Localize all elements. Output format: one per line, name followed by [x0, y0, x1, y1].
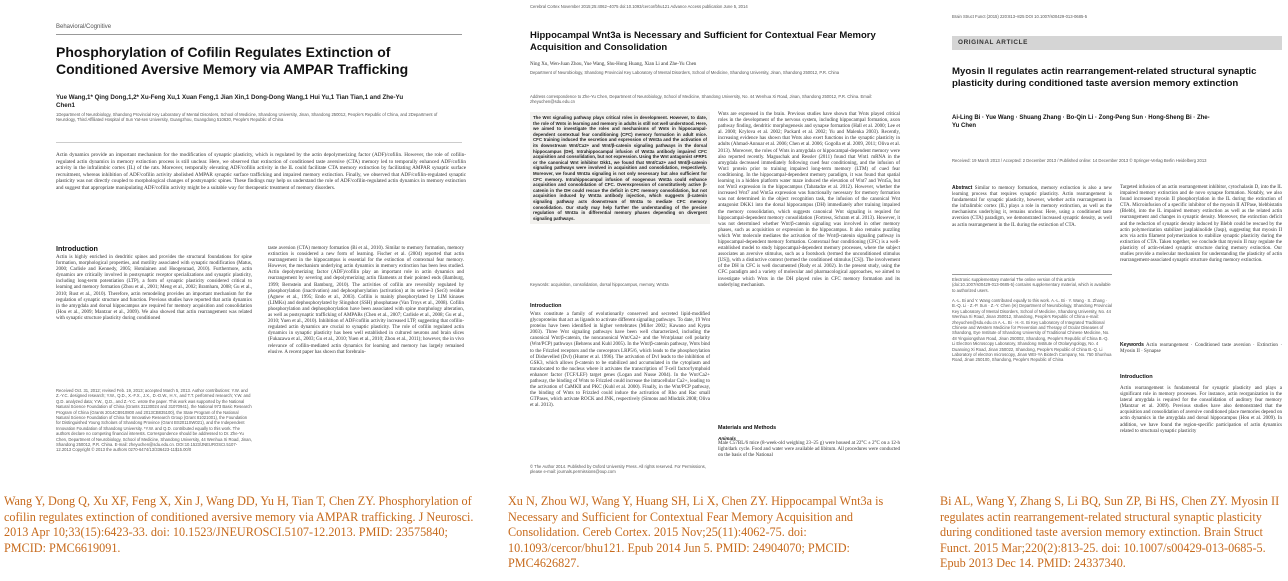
- paper-page-2: [508, 0, 918, 484]
- divider: [56, 34, 462, 35]
- citation-text: Xu N, Zhou WJ, Wang Y, Huang SH, Li X, Chen ZY. Hippocampal Wnt3a is Necessary and Sufficient for Contextual Fear Memory Acquisition and Consolidation. Cereb Cortex. 2015 Nov;25(11):4062-75. doi: 10.1093/cercor/bhu121. Epub 2014 Jun 5. PMID: 24904070; PMCID: PMC4626827.: [508, 494, 884, 570]
- journal-meta: Brain Struct Funct (2015) 220:813–825 DOI 10.1007/s00429-013-0685-5: [952, 14, 1088, 19]
- abstract-box: [530, 112, 710, 224]
- paper-title: Phosphorylation of Cofilin Regulates Extinction of Conditioned Aversive Memory via AMPAR Trafficking: [56, 44, 409, 77]
- citation-text: Wang Y, Dong Q, Xu XF, Feng X, Xin J, Wang DD, Yu H, Tian T, Chen ZY. Phosphorylation of cofilin regulates extinction of conditioned aversive memory via AMPAR trafficking. J Neurosci. 2013 Apr 10;33(15):6423-33. doi: 10.1523/JNEUROSCI.5107-12.2013. PMID: 23575840; PMCID: PMC6619091.: [4, 494, 474, 555]
- keywords-label: Keywords: [1120, 342, 1144, 348]
- section-label: Behavioral/Cognitive: [56, 24, 112, 30]
- intro-heading: Introduction: [1120, 374, 1153, 380]
- paper-affiliation: A.-L. Bi and Y. Wang contributed equally to this work. A.-L. Bi · Y. Wang · S. Zhang · B.-Q. Li · Z.-P. Sun · Z.-Y. Chen (✉) Department of Neurobiology, Shandong Provincial Key Laboratory of Mental Disorders, School of Medicine, Shandong University, No. 44 Wenhua Xi Road, Jinan 250012, Shandong, People's Republic of China e-mail: zheyuchen@sdu.edu.cn A.-L. Bi · H.-S. Bi Key Laboratory of Integrated Traditional Chinese and Western Medicine for Prevention and Therapy of Ocular Diseases of Shandong, Eye Institute of Shandong University of Traditional Chinese Medicine, No. 48 Yingxiongshan Road, Jinan 250002, Shandong, People's Republic of China B.-Q. Li Electron Microscopy Laboratory, Shandong Institute of Otolaryngology, No. 4 Duanxing Xi Road, Jinan 250022, Shandong, People's Republic of China B.-Q. Li Laboratory of electron microscopy, Jinan WEI-YA Biotech Company, No. 750 Shunhua Road, Jinan 250100, Shandong, People's Republic of China: [952, 298, 1112, 363]
- copyright: © The Author 2014. Published by Oxford University Press. All rights reserved. For Permissions, please e-mail: journals.permissions@oup.com: [530, 464, 706, 475]
- intro-column: Actin rearrangement is fundamental for synaptic plasticity and plays a significant role in memory processes. For instance, actin reorganization in the lateral amygdala is required for the consolidation of auditory fear memory (Mantzur et al. 2009). Previous studies have also demonstrated that the acquisition and consolidation of aversive conditioned place memories depend on actin dynamics in the amygdala and dorsal hippocampus (Hou et al. 2009). In addition, we have found the region-specific participation of actin dynamics related to structural synaptic plasticity: [1120, 386, 1282, 434]
- paper-page-3: [940, 0, 1288, 484]
- abstract-continued: Targeted infusion of an actin rearrangement inhibitor, cytochalasin D, into the IL impaired memory extinction and de novo synapse formation. Notably, we also found increased myosin II phosphorylation in the IL during the extinction of CTA. Microinfusion of a specific inhibitor of the myosin II ATPase, blebbistatin (Blebb), into the IL impaired memory extinction as well as the related actin rearrangement and changes in synaptic density. Moreover, the extinction deficit and the reduction of synaptic density induced by Blebb could be rescued by the actin polymerization stabilizer jasplakinolide (Jasp), suggesting that myosin II acts via actin filament polymerization to stabilize synaptic plasticity during the extinction of CTA. Taken together, we conclude that myosin II may regulate the plasticity of actin-related synaptic structure during memory extinction. Our studies provide a molecular mechanism for understanding the plasticity of actin rearrangement-associated synaptic structure during memory extinction.: [1120, 185, 1282, 264]
- divider: [952, 274, 1112, 275]
- paper-authors: Ning Xu, Wen-Juan Zhou, Yue Wang, Shu-Hong Huang, Xian Li and Zhe-Yu Chen: [530, 62, 697, 67]
- esm-text: Electronic supplementary material The online version of this article (doi:10.1007/s00429-013-0685-5) contains supplementary material, which is available to authorized users.: [952, 277, 1111, 293]
- supplementary-note: [952, 272, 1112, 293]
- keywords: Keywords: acquisition, consolidation, dorsal hippocampus, memory, Wnt3a: [530, 282, 669, 287]
- keywords-text: Actin rearrangement · Conditioned taste aversion · Extinction · Myosin II · Synapse: [1120, 343, 1282, 355]
- paper-abstract: Similar to memory formation, memory extinction is also a new learning process that requires synaptic plasticity. Actin rearrangement is fundamental for synaptic plasticity, however, whether actin rearrangement in the infralimbic cortex (IL) plays a role in memory extinction, as well as the mechanisms underlying it, remains unclear. Here, using a conditioned taste aversion (CTA) paradigm, we demonstrated increased synaptic density, as well as actin rearrangement in the IL during the extinction of CTA.: [952, 186, 1113, 228]
- article-type-band: [952, 36, 1282, 50]
- paper-abstract: Actin dynamics provide an important mechanism for the modification of synaptic plasticity, which is regulated by the actin depolymerizing factor (ADF)/cofilin. However, the role of cofilin-regulated actin dynamics in memory extinction process is still unclear. Here, we observed that extinction of conditioned taste aversive (CTA) memory led to temporally enhanced ADF/cofilin activity in the infralimbic cortex (IL) of the rats. Moreover, temporally elevating ADF/cofilin activity in the IL could facilitate CTA memory extinction by facilitating AMPAR synaptic surface recruitment, whereas inhibition of ADF/cofilin activity abolished AMPAR synaptic surface trafficking and impaired memory extinction. Finally, we observed that ADF/cofilin-regulated synaptic plasticity was not directly coupled to morphological changes of postsynaptic spines. These findings may help us understand the role of ADF/cofilin-regulated actin dynamics in memory extinction and suggest that appropriate manipulating ADF/cofilin activity might be a suitable way for therapeutic treatment of memory disorders.: [56, 152, 466, 191]
- intro-heading: Introduction: [530, 303, 562, 309]
- intro-left-column: Wnts constitute a family of evolutionarily conserved and secreted lipid-modified glycoproteins that act as ligands to activate different signaling pathways. To date, 19 Wnt proteins have been identified in higher vertebrates (Miller 2002; Kawano and Kypta 2003). Three Wnt signaling pathways have been well characterized, including the canonical Wnt/β-catenin, the noncanonical Wnt/Ca2+ and the Wnt/planar cell polarity (Wnt/PCP) pathways (Behrens and Kuhl 2005). In the Wnt/β-catenin pathway, Wnts bind to the Frizzled receptors and the coreceptors LRP5/6, which leads to the phosphorylation of Dishevelled (Dvl) (Hunter et al. 1996). The activation of Dvl leads to the inhibition of GSK3, which allows β-catenin to be stabilized and accumulated in the cytoplasm and translocated to the nucleus where it activates the transcription of T-cell factor/lymphoid enhancer factor (TCF/LEF) target genes (Logan and Nusse 2004). In the Wnt/Ca2+ pathway, the binding of Wnts to Frizzled could increase the intracellular Ca2+, leading to the activation of CaMKII and PKC (Kuhl et al. 2000). Finally, in the Wnt/PCP pathway, the binding of Wnts to Frizzled could induce the activation of Rho and Rac small GTPases, which activate ROCK and JNK, respectively (Simons and Mlodzik 2008; Oliva et al. 2013).: [530, 312, 710, 409]
- article-type: ORIGINAL ARTICLE: [958, 39, 1028, 46]
- paper-affiliation: Department of Neurobiology, Shandong Provincial Key Laboratory of Mental Disorders, School of Medicine, Shandong University, Jinan, Shandong 250012, P.R. China: [530, 70, 840, 75]
- paper-column-3: [918, 0, 1288, 581]
- received-dates: Received: 19 March 2013 / Accepted: 2 December 2013 / Published online: 14 December 2013 © Springer-Verlag Berlin Heidelberg 2013: [952, 158, 1207, 163]
- paper-column-2: [484, 0, 918, 581]
- abstract-column: [952, 185, 1112, 229]
- paper-column-1: [0, 0, 484, 581]
- paper-page-1: [0, 0, 484, 484]
- intro-right-column: taste aversion (CTA) memory formation (Bi et al., 2010). Similar to memory formation, memory extinction is considered a new form of learning. Fischer et al. (2004) reported that actin rearrangement in the hippocampus is essential for the extinction of contextual fear memory. However, the mechanism underlying actin dynamics in memory extinction has been less studied. Actin depolymerizing factor (ADF)/cofilin play an important role in actin dynamics and rearrangement by severing and depolymerizing actin filaments at their pointed ends (Bamburg, 1999; Bernstein and Bamburg, 2010). The activities of cofilin are reversibly regulated by phosphorylation (inactivation) and dephosphorylation (activation) at its serine-3 (Ser3) residue (Agnew et al., 1995; Endo et al., 2003). Cofilin is mainly phosphorylated by LIM kinases (LIMKs) and dephosphorylated by Slingshot (SSH) phosphatase (Van Troys et al., 2008). Cofilin phosphorylation and dephosphorylation have been associated with spine morphology alteration, as well as postsynaptic trafficking of AMPARs (Chen et al., 2007; Carlisle et al., 2008; Gu et al., 2010; Yuen et al., 2010). Inhibition of ADF/cofilin activity increased LTP, suggesting that cofilin-regulated actin dynamics are crucial to synaptic plasticity. The role of cofilin regulated actin dynamics in synaptic plasticity has been well established in cultured neurons and brain slices (Fukazawa et al., 2003; Gu et al., 2010; Yuen et al., 2010; Zhou et al., 2011); however, the in vivo relevance of cofilin-mediated actin dynamics for learning and memory has largely remained elusive. A recent paper has shown that forebrain-: [268, 246, 464, 355]
- methods-heading: Materials and Methods: [718, 425, 777, 431]
- intro-right-column: Wnts are expressed in the brain. Previous studies have shown that Wnts played critical roles in the development of the nervous system, including hippocampal formation, axon pathway finding, dendritic morphogenesis and synapse formation (Hall et al. 2000; Lee et al. 2000; Krylova et al. 2002; Packard et al. 2002; Yu and Malenka 2003). Recently, increasing evidence has shown that Wnts also exert functions in the synaptic plasticity in adults (Ahmad-Annuar et al. 2006; Chen et al. 2006; Gogolla et al. 2009, 2011; Oliva et al. 2013). Moreover, the roles of Wnts in amygdala or hippocampal-dependent memory were also reported recently. Maguschak and Ressler (2011) found that Wnt1 mRNA in the amygdala decreased immediately following cued fear conditioning, and the infusion of Wnt1 protein prior to training impaired long-term memory (LTM) of cued fear conditioning. In the hippocampal-dependent memory paradigm, it was found that spatial learning in a hidden platform water maze induced the elevation of Wnt7 and Wnt5a, but not Wnt3 expression in the hippocampus (Tabatadze et al. 2012). However, whether the increased Wnt7 and Wnt5a expression was functionally necessary for memory formation was not determined in the object recognition task, the infusion of the canonical Wnt antagonist DKK1 into the dorsal hippocampus (DH) immediately after training impaired the memory consolidation, which suggests canonical Wnt signaling is required for hippocampal-dependent memory consolidation (Fortress, Schram et al. 2013). However, it was not determined whether Wnt/β-catenin signaling was involved in other memory phases, such as acquisition or expression in the hippocampus. It also remains puzzling which Wnt molecule mediates the activation of the Wnt/β-catenin signaling pathway in hippocampal-dependent memory formation. Contextual fear conditioning (CFC) is a well-established model to study hippocampal-dependent memory processes, where the subject associates an aversive stimulus, such as a footshock (termed the unconditioned stimulus [US]), with a distinctive context (termed the conditioned stimulus [CS]). The involvement of the DH in CFC is well documented (Rudy et al. 2002). In the present study, using the CFC paradigm and a variety of molecular and pharmacological approaches, we aimed to investigate which Wnts in the DH played roles in CFC memory formation and its underlying mechanism.: [718, 112, 900, 288]
- paper-footnote: Received Oct. 31, 2012; revised Feb. 19, 2013; accepted March 5, 2013. Author contributions: Y.W. and Z.-Y.C. designed research; Y.W., Q.D., X.-F.X., J.X., D.-D.W., H.Y., and T.T. performed research; Y.W. and Q.D. analyzed data; Y.W., Q.D., and Z.-Y.C. wrote the paper. This work was supported by the National Natural Science Foundation of China (Grants 31130024 and 31070941), the National 973 Basic Research Program of China (Grants 2014CB910800 and 2013CB835100), the State Program of the National Natural Science Foundation of China for Innovative Research Group (Grant 81021001), the Foundation for Distinguished Young Scholars of Shandong Province (Grant BS2011SW021), and the Independent Innovation Foundation of Shandong University. *Y.W. and Q.D. contributed equally to this work. The authors declare no competing financial interests. Correspondence should be addressed to Dr. Zhe-Yu Chen, Department of Neurobiology, School of Medicine, Shandong University, 44 Wenhua Xi Road, Jinan, Shandong 250012, P.R. China. E-mail: zheyuchen@sdu.edu.cn. DOI:10.1523/JNEUROSCI.5107-12.2013 Copyright © 2013 the authors 0270-6474/13/336423-11$15.00/0: [56, 388, 252, 453]
- divider: [56, 142, 462, 143]
- animals-text: Male C57BL/6 mice (8-week-old weighing 23–25 g) were housed at 22°C ± 2°C on a 12-h light/dark cycle. Food and water were available ad libitum. All procedures were conducted on the basis of the National: [718, 441, 900, 459]
- paper-abstract: The Wnt signaling pathway plays critical roles in development. However, to date, the role of Wnts in learning and memory in adults is still not well understood. Here, we aimed to investigate the roles and mechanisms of Wnts in hippocampal-dependent contextual fear conditioning (CFC) memory formation in adult mice. CFC training induced the secretion and expression of Wnt3a and the activation of its downstream Wnt/Ca2+ and Wnt/β-catenin signaling pathways in the dorsal hippocampus (DH). Intrahippocampal infusion of Wnt3a antibody impaired CFC acquisition and consolidation, but not expression. Using the Wnt antagonist sFRP1 or the canonical Wnt inhibitor Dkk1, we found that Wnt/Ca2+ and Wnt/β-catenin signaling pathways were involved in acquisition and consolidation, respectively. Moreover, we found Wnt3a signaling is not only necessary but also sufficient for CFC memory. Intrahippocampal infusion of exogenous Wnt3a could enhance acquisition and consolidation of CFC. Overexpression of constitutively active β-catenin in the DH could rescue the deficit in CFC memory consolidation, but not acquisition induced by Wnt3a antibody injection, which suggests β-catenin signaling pathway acts downstream of Wnt3a to mediate CFC memory consolidation. Our study may help further the understanding of the precise regulation of Wnt3a in differential memory phases depending on divergent signaling pathways.: [533, 115, 707, 221]
- intro-left-column: Actin is highly enriched in dendritic spines and provides the structural foundations for spine formation, morphological properties, and motility associated with synaptic modification (Matus, 2000; Carlisle and Kennedy, 2005; Hotulainen and Hoogenraad, 2010). Furthermore, actin dynamics are critically involved in postsynaptic receptor specializations and synaptic plasticity, including long-term potentiation (LTP), a form of synaptic plasticity considered critical to learning and memory formation (Zhou et al., 2001; Meng et al., 2002; Bramham, 2008; Gu et al., 2010; Rust et al., 2010). Therefore, actin remodeling provides an important mechanism for the regulation of synaptic structure and function. Previous studies have reported that actin dynamics in the amygdala and dorsal hippocampus are required for memory acquisition and consolidation (Hou et al., 2009; Mantzur et al., 2009). We also showed that actin rearrangement was related with synaptic structure plasticity during conditioned: [56, 255, 252, 321]
- paper-authors: Ai-Ling Bi · Yue Wang · Shuang Zhang · Bo-Qin Li · Zong-Peng Sun · Hong-Sheng Bi · Zhe-Yu Chen: [952, 115, 1210, 129]
- intro-heading: Introduction: [56, 244, 98, 253]
- keywords: [1120, 342, 1282, 355]
- correspondence: Address correspondence to Zhe-Yu Chen, Department of Neurobiology, School of Medicine, Shandong University, No. 44 Wenhua Xi Road, Jinan, Shandong 250012, P.R. China. Email: zheyuchen@sdu.edu.cn: [530, 94, 873, 105]
- paper-affiliation: 1Department of Neurobiology, Shandong Provincial Key Laboratory of Mental Disorders, School of Medicine, Shandong University, Jinan, Shandong 250012, People's Republic of China, and 2Department of Neurology, Third Affiliated Hospital of Sun Yat-sen University, Guangzhou, Guangdong 510630, People's Republic of China: [56, 112, 438, 123]
- citation-text: Bi AL, Wang Y, Zhang S, Li BQ, Sun ZP, Bi HS, Chen ZY. Myosin II regulates actin rearrangement-related structural synaptic plasticity during conditioned taste aversion memory extinction. Brain Struct Funct. 2015 Mar;220(2):813-25. doi: 10.1007/s00429-013-0685-5. Epub 2013 Dec 14. PMID: 24337340.: [940, 494, 1280, 570]
- animals-section: [718, 436, 900, 459]
- animals-heading: Animals: [718, 436, 736, 441]
- paper-title: Myosin II regulates actin rearrangement-related structural synaptic plasticity during conditioned taste aversion memory extinction: [952, 66, 1257, 89]
- journal-meta: Cerebral Cortex November 2015;25:4062–4075 doi:10.1093/cercor/bhu121 Advance Access publication June 5, 2014: [530, 4, 748, 9]
- paper-title: Hippocampal Wnt3a is Necessary and Sufficient for Contextual Fear Memory Acquisition and Consolidation: [530, 30, 876, 53]
- abstract-label: Abstract: [952, 185, 973, 191]
- paper-authors: Yue Wang,1* Qing Dong,1,2* Xu-Feng Xu,1 Xuan Feng,1 Jian Xin,1 Dong-Dong Wang,1 Hui Yu,1 Tian Tian,1 and Zhe-Yu Chen1: [56, 94, 404, 109]
